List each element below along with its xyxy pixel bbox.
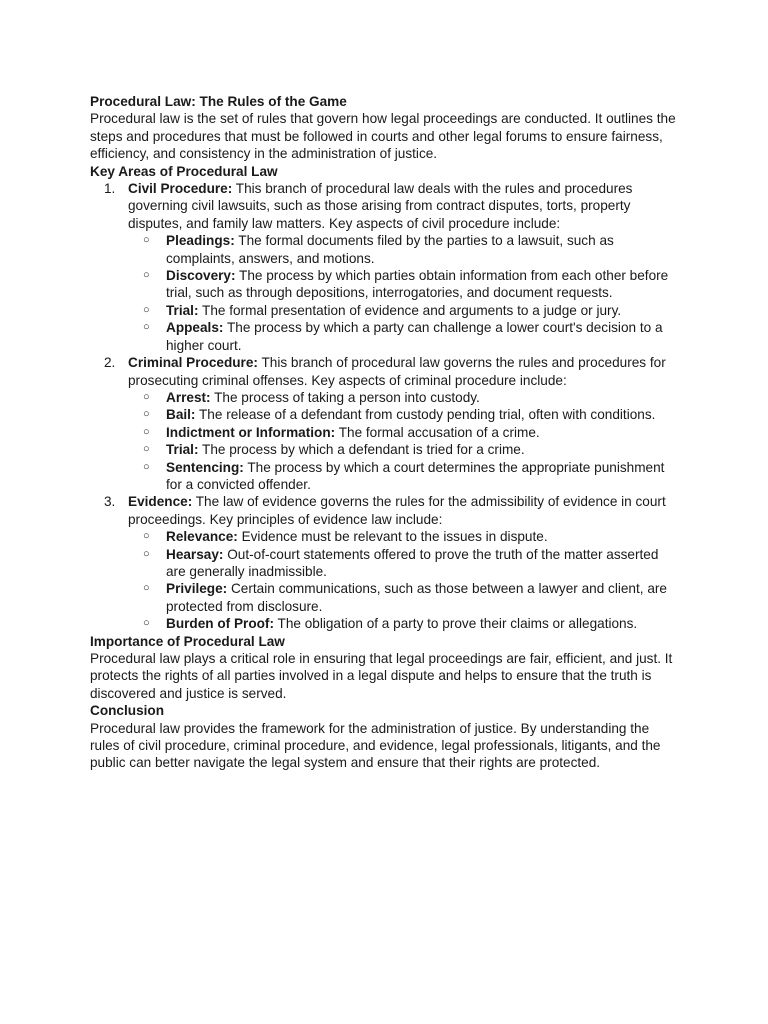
area-term: Evidence: [128,494,193,510]
item-text: The process of taking a person into custody. [210,389,480,405]
document-title: Procedural Law: The Rules of the Game [90,94,347,109]
item-text: The formal accusation of a crime. [335,424,540,440]
importance-heading: Importance of Procedural Law [90,633,285,649]
area-term: Civil Procedure: [128,181,233,197]
item-term: Pleadings: [166,233,235,249]
list-item [128,546,680,581]
list-item [128,459,680,494]
area-term: Criminal Procedure: [128,355,258,371]
area-item-criminal-procedure [90,354,680,493]
list-item [128,615,680,632]
list-item [128,528,680,545]
item-text: The formal presentation of evidence and arguments to a judge or jury. [198,302,622,318]
bullet-icon: ○ [143,547,150,560]
list-number: 3. [104,494,116,510]
item-text: The process by which a court determines the appropriate punishment for a convicted offender. [166,459,665,492]
list-number: 2. [104,355,116,371]
conclusion-paragraph: Procedural law provides the framework for the administration of justice. By understanding the rules of civil procedure, criminal procedure, and evidence, legal professionals, litigants, and the public can better navigate the legal system and ensure that their rights are protected. [90,720,661,771]
list-item [128,424,680,441]
item-text: The process by which a party can challenge a lower court's decision to a higher court. [166,320,663,353]
area-text: The law of evidence governs the rules for the admissibility of evidence in court proceedings. Key principles of evidence law include: [128,494,666,527]
item-text: Certain communications, such as those between a lawyer and client, are protected from disclosure. [166,581,667,614]
item-term: Trial: [166,302,199,318]
item-text: The process by which a defendant is tried for a crime. [198,442,525,458]
bullet-icon: ○ [143,303,150,316]
bullet-icon: ○ [143,425,150,438]
list-item [128,267,680,302]
item-term: Indictment or Information: [166,424,336,440]
item-term: Hearsay: [166,546,224,562]
bullet-icon: ○ [143,269,150,282]
item-term: Appeals: [166,320,224,336]
bullet-icon: ○ [143,530,150,543]
item-term: Sentencing: [166,459,244,475]
item-term: Bail: [166,407,196,423]
bullet-icon: ○ [143,617,150,630]
item-term: Burden of Proof: [166,616,274,632]
item-text: The obligation of a party to prove their claims or allegations. [273,616,638,632]
area-item-evidence [90,493,680,632]
list-item [128,302,680,319]
item-text: Evidence must be relevant to the issues in dispute. [237,529,548,545]
importance-paragraph: Procedural law plays a critical role in ensuring that legal proceedings are fair, efficient, and just. It protects the rights of all parties involved in a legal dispute and helps to ensure that the truth is discovered and justice is served. [90,651,673,701]
list-item [128,406,680,423]
item-text: The process by which parties obtain information from each other before trial, such as through depositions, interrogatories, and document requests. [166,268,669,301]
list-item [128,441,680,458]
area-text: This branch of procedural law deals with the rules and procedures governing civil lawsuits, such as those arising from contract disputes, torts, property disputes, and family law matters. Key aspects of civil procedure include: [128,181,633,231]
conclusion-heading: Conclusion [90,703,165,719]
key-areas-heading: Key Areas of Procedural Law [90,163,278,179]
bullet-icon: ○ [143,390,150,403]
intro-paragraph: Procedural law is the set of rules that govern how legal proceedings are conducted. It outlines the steps and procedures that must be followed in courts and other legal forums to ensure fairness, efficiency, and consistency in the administration of justice. [90,111,676,162]
evidence-principles [128,528,680,632]
item-text: Out-of-court statements offered to prove the truth of the matter asserted are generally inadmissible. [166,546,659,579]
list-item [128,389,680,406]
item-term: Trial: [166,442,199,458]
key-areas-list [90,180,680,633]
bullet-icon: ○ [143,460,150,473]
civil-procedure-aspects [128,232,680,354]
list-item [128,232,680,267]
document-page [90,93,680,772]
area-text: This branch of procedural law governs the rules and procedures for prosecuting criminal offenses. Key aspects of criminal procedure include: [128,355,666,388]
list-item [128,580,680,615]
item-term: Privilege: [166,581,228,597]
bullet-icon: ○ [143,443,150,456]
item-text: The release of a defendant from custody pending trial, often with conditions. [195,407,656,423]
item-term: Discovery: [166,268,236,284]
item-text: The formal documents filed by the parties to a lawsuit, such as complaints, answers, and motions. [166,233,614,266]
area-item-civil-procedure [90,180,680,354]
bullet-icon: ○ [143,234,150,247]
bullet-icon: ○ [143,321,150,334]
item-term: Arrest: [166,389,211,405]
bullet-icon: ○ [143,408,150,421]
list-number: 1. [104,181,116,197]
criminal-procedure-aspects [128,389,680,493]
list-item [128,319,680,354]
item-term: Relevance: [166,529,238,545]
bullet-icon: ○ [143,582,150,595]
